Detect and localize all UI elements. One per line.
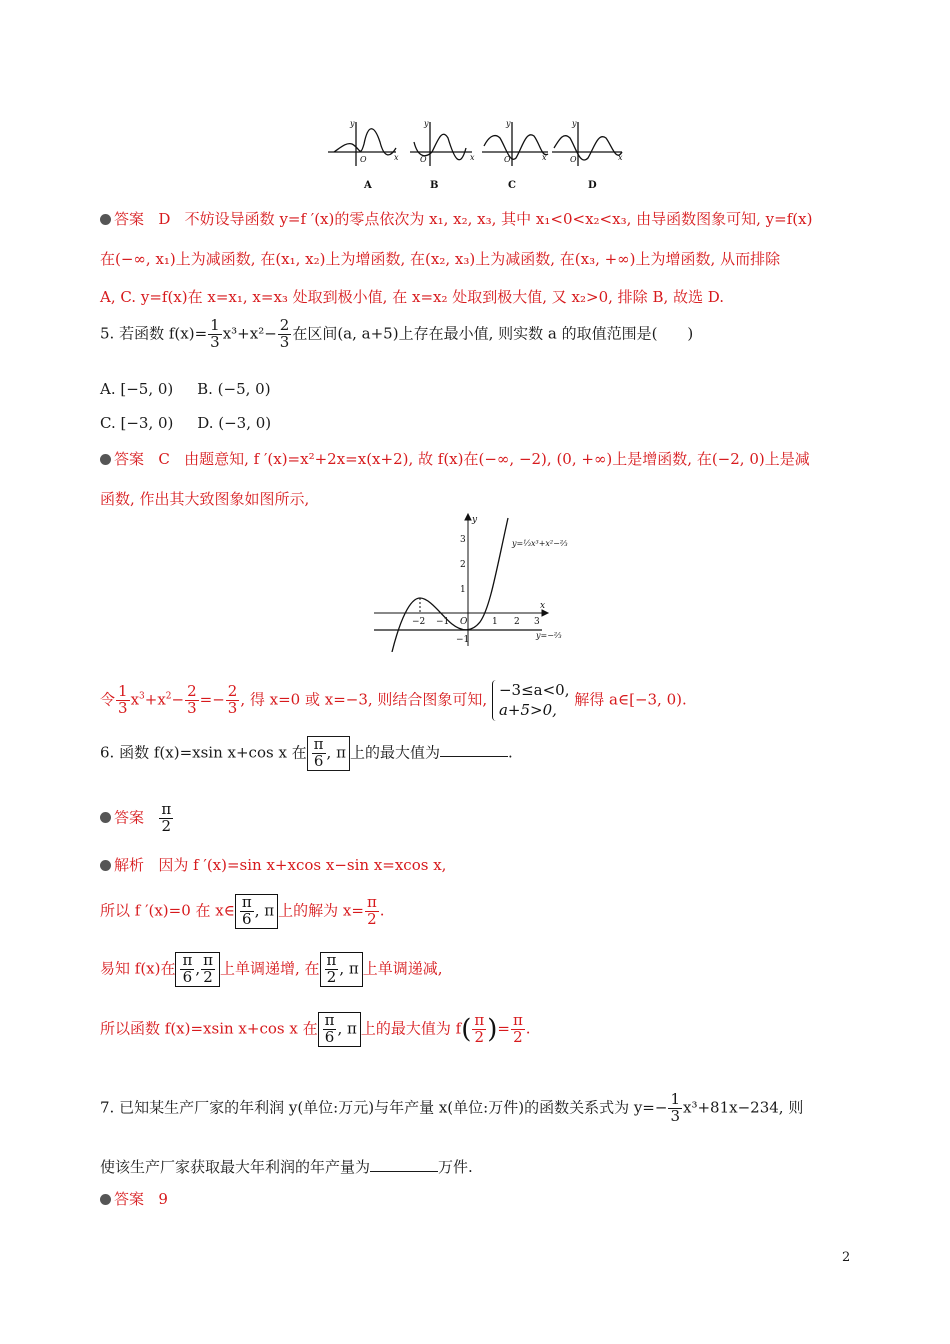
q6-solution-line1 (100, 854, 446, 875)
text: , 得 x=0 或 x=−3, 则结合图象可知, (240, 690, 488, 709)
answer-blank (440, 742, 508, 757)
svg-text:y: y (424, 119, 429, 128)
answer-mark-icon (100, 454, 111, 465)
frac-den: 3 (227, 698, 238, 717)
q5-answer-line3: 令 $\frac{1}{3}$ $x^3+x^2-$ $\frac{2}{3}$ =− $\frac{2}{3}$ , 得 x=0 或 x=−3, 则结合图象可知, −3≤a<0, a+5>0, 解得 a∈[−3, 0). (100, 681, 687, 720)
text: 使该生产厂家获取最大年利润的年产量为 (100, 1158, 371, 1176)
q5-answer-line1 (100, 448, 810, 469)
q4-answer-line2: 在(−∞, x₁)上为减函数, 在(x₁, x₂)上为增函数, 在(x₂, x₃)上为减函数, 在(x₃, +∞)上为增函数, 从而排除 (100, 250, 781, 268)
svg-text:y: y (506, 119, 511, 128)
text: 解得 a∈[−3, 0). (574, 690, 687, 709)
frac-den: 2 (474, 1027, 485, 1046)
q5-stem-post: 在区间(a, a+5)上存在最小值, 则实数 a 的取值范围是( ) (292, 324, 694, 343)
text: 易知 f(x)在 (100, 959, 176, 978)
y-tick-2: 2 (460, 560, 466, 570)
interval-end: , π (337, 1019, 357, 1038)
origin-label: O (460, 617, 468, 627)
frac-num: π (326, 951, 337, 969)
text: 上单调递增, 在 (219, 959, 320, 978)
x-tick-neg1: −1 (436, 617, 450, 627)
frac-num: π (161, 800, 172, 818)
q5-options-row1 (100, 380, 271, 398)
text: x³+81x−234, 则 (683, 1098, 804, 1117)
interval-end: , π (254, 901, 275, 920)
frac-den: 6 (313, 751, 324, 770)
svg-text:O: O (420, 155, 427, 164)
frac-den: 3 (670, 1106, 680, 1125)
frac-num: π (366, 893, 377, 911)
frac-den: 6 (324, 1027, 335, 1046)
frac-num: 2 (227, 682, 238, 700)
q5-stem-pre: 5. 若函数 f(x)= (100, 324, 208, 343)
q5-stem (100, 318, 693, 351)
q6-answer (100, 802, 174, 835)
svg-text:O: O (504, 155, 511, 164)
x-tick-3: 3 (534, 617, 540, 627)
svg-text:y: y (572, 119, 577, 128)
line-label: y=−⅔ (536, 631, 562, 640)
x-tick-neg2: −2 (412, 617, 426, 627)
interval-end: , π (326, 743, 346, 762)
answer-head: 答案 (114, 450, 145, 468)
frac-den: 2 (367, 909, 377, 928)
frac-num: 1 (210, 316, 220, 334)
q5-stem-mid: x³+x²− (222, 324, 277, 343)
text: 所以函数 f(x)=xsin x+cos x 在 (100, 1019, 318, 1038)
answer-value: 9 (158, 1190, 168, 1208)
svg-text:x: x (394, 153, 399, 162)
text: 万件. (438, 1158, 473, 1176)
inequality-1: −3≤a<0, (498, 681, 570, 699)
frac-num: π (324, 1011, 335, 1029)
text: 令 (100, 690, 116, 709)
frac-num: 1 (670, 1090, 680, 1108)
frac-num: π (203, 951, 213, 969)
inequality-2: a+5>0, (498, 701, 557, 720)
q4-answer-line1 (100, 208, 812, 229)
frac-num: π (474, 1011, 485, 1029)
frac-num: π (512, 1011, 523, 1029)
svg-text:x: x (618, 153, 623, 162)
y-tick-neg1: −1 (456, 635, 470, 645)
answer-text: 由题意知, f ′(x)=x²+2x=x(x+2), 故 f(x)在(−∞, −2), (0, +∞)上是增函数, 在(−2, 0)上是减 (184, 450, 810, 468)
derivative-graphs-figure (326, 118, 626, 194)
frac-den: 3 (210, 332, 220, 351)
q5-answer-line2: 函数, 作出其大致图象如图所示, (100, 490, 310, 508)
frac-num: 2 (187, 682, 197, 700)
answer-mark-icon (100, 1194, 111, 1205)
curve-label: y=⅓x³+x²−⅔ (512, 539, 568, 548)
cubic-function-graph (372, 512, 592, 652)
frac-num: π (313, 735, 324, 753)
frac-den: 6 (242, 909, 252, 928)
answer-head: 答案 (114, 808, 145, 827)
answer-text: 不妨设导函数 y=f ′(x)的零点依次为 x₁, x₂, x₃, 其中 x₁<0<x₂<x₃, 由导函数图象可知, y=f(x) (184, 210, 813, 228)
text: 上的解为 x= (278, 901, 364, 920)
frac-den: 6 (182, 967, 193, 986)
answer-mark-icon (100, 812, 111, 823)
text: 所以 f ′(x)=0 在 x∈ (100, 901, 235, 920)
svg-text:x: x (470, 153, 475, 162)
answer-blank (370, 1157, 438, 1172)
fig-label-c: C (508, 180, 516, 191)
q6-solution-line3: 易知 f(x)在 $\frac{\pi}{6}$ , $\frac{\pi}{2}$ 上单调递增, 在 $\frac{\pi}{2}$ , π 上单调递减, (100, 951, 443, 986)
x-tick-2: 2 (514, 617, 520, 627)
solution-mark-icon (100, 860, 111, 871)
inequality-system (492, 680, 570, 721)
text: 7. 已知某生产厂家的年利润 y(单位:万元)与年产量 x(单位:万件)的函数关系式为 y=− (100, 1098, 668, 1117)
answer-head: 答案 (114, 1190, 145, 1208)
fig-label-b: B (430, 180, 439, 191)
q7-answer (100, 1188, 168, 1209)
svg-text:x: x (540, 601, 546, 611)
q7-stem-line2 (100, 1156, 473, 1177)
q6-stem (100, 736, 513, 771)
svg-text:y: y (472, 515, 478, 525)
frac-num: π (182, 951, 193, 969)
text: 因为 f ′(x)=sin x+xcos x−sin x=xcos x, (158, 856, 447, 874)
svg-text:x: x (542, 153, 547, 162)
interval-bracket (307, 736, 350, 771)
frac-den: 2 (161, 816, 172, 835)
svg-text:O: O (570, 155, 577, 164)
svg-text:O: O (360, 155, 367, 164)
frac-den: 2 (203, 967, 213, 986)
frac-den: 3 (187, 698, 197, 717)
y-tick-1: 1 (460, 585, 466, 595)
svg-text:y: y (350, 119, 355, 128)
frac-num: π (241, 893, 252, 911)
y-tick-3: 3 (460, 535, 466, 545)
text: 上的最大值为 f (360, 1019, 462, 1038)
frac-den: 3 (279, 332, 290, 351)
answer-mark-icon (100, 214, 111, 225)
q5-option-d: D. (−3, 0) (197, 414, 272, 432)
solution-head: 解析 (114, 856, 145, 874)
fig-label-d: D (588, 180, 597, 191)
fig-label-a: A (364, 180, 372, 191)
text: . (507, 743, 513, 762)
q4-answer-line3: A, C. y=f(x)在 x=x₁, x=x₃ 处取到极小值, 在 x=x₂ 处取到极大值, 又 x₂>0, 排除 B, 故选 D. (100, 288, 725, 306)
q5-options-row2 (100, 414, 271, 432)
answer-letter: C (158, 450, 170, 468)
frac-num: 1 (118, 682, 128, 700)
x-tick-1: 1 (492, 617, 498, 627)
q5-option-c: C. [−3, 0) (100, 414, 174, 432)
interval-end: , π (339, 959, 359, 978)
frac-den: 2 (513, 1027, 523, 1046)
answer-head: 答案 (114, 210, 145, 228)
text: 上单调递减, (362, 959, 443, 978)
q5-option-b: B. (−5, 0) (197, 380, 271, 398)
frac-num: 2 (279, 316, 290, 334)
q6-stem-post: 上的最大值为 (349, 743, 440, 762)
frac-den: 3 (118, 698, 128, 717)
q6-stem-pre: 6. 函数 f(x)=xsin x+cos x 在 (100, 743, 307, 762)
q7-stem-line1 (100, 1092, 803, 1125)
q6-solution-line2: 所以 f ′(x)=0 在 x∈ $\frac{\pi}{6}$ , π 上的解为 x= $\frac{\pi}{2}$ . (100, 893, 385, 928)
q6-solution-line4: 所以函数 f(x)=xsin x+cos x 在 $\frac{\pi}{6}$ , π 上的最大值为 f( $\frac{\pi}{2}$ )= $\frac{\pi}{2}$ . (100, 1011, 531, 1046)
answer-letter: D (158, 210, 171, 228)
frac-den: 2 (326, 967, 337, 986)
page-number: 2 (842, 1250, 851, 1265)
q5-option-a: A. [−5, 0) (100, 380, 174, 398)
